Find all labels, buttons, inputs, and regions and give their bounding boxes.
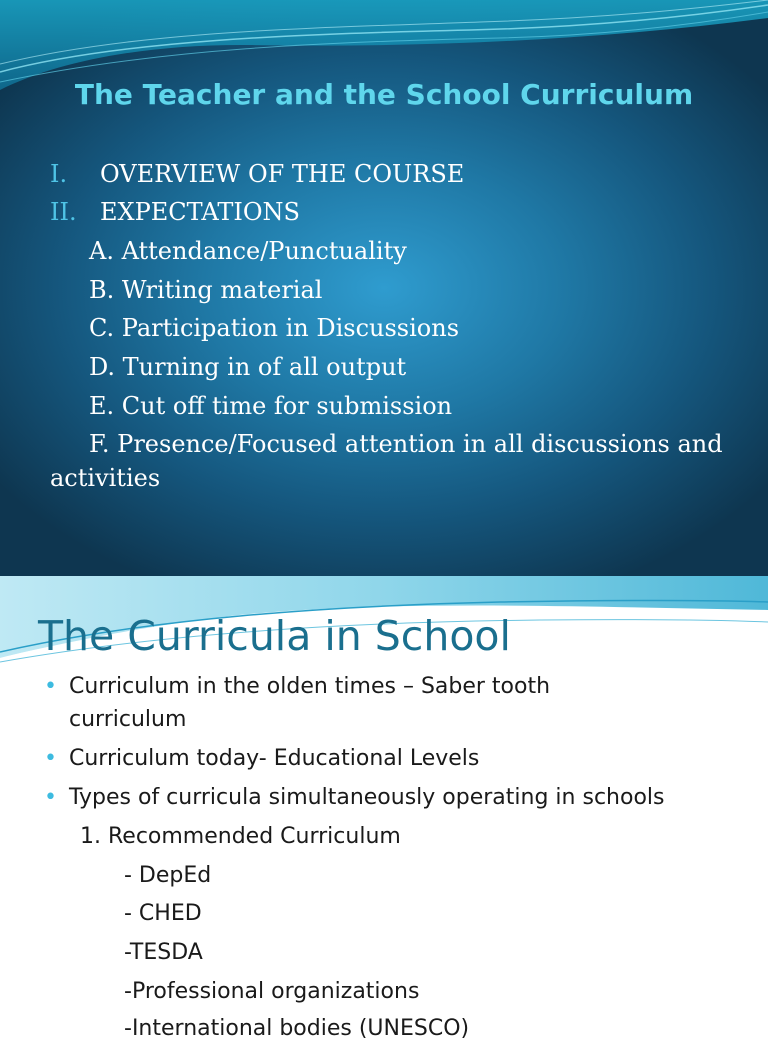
sub-item: -TESDA: [124, 940, 203, 965]
slide-1-title: The Teacher and the School Curriculum: [74, 78, 694, 111]
bullet-text: Types of curricula simultaneously operating in schools: [69, 785, 665, 810]
expectation-item: C. Participation in Discussions: [89, 314, 460, 342]
expectation-item: F. Presence/Focused attention in all discussions and: [89, 430, 723, 458]
outline-text: EXPECTATIONS: [100, 198, 300, 226]
sub-item: -International bodies (UNESCO): [124, 1016, 470, 1041]
bullet-icon: •: [44, 785, 57, 810]
bullet-text: Curriculum in the olden times – Saber tooth: [69, 674, 551, 699]
bullet-icon: •: [44, 674, 57, 699]
expectation-item: A. Attendance/Punctuality: [89, 237, 407, 265]
outline-item: [50, 197, 300, 227]
slide-2: [0, 576, 768, 1041]
expectation-item: B. Writing material: [89, 276, 323, 304]
slide-2-title: The Curricula in School: [38, 612, 511, 660]
sub-item: - CHED: [124, 901, 202, 926]
expectation-item-continuation: activities: [50, 464, 161, 492]
outline-number: II.: [50, 198, 77, 226]
expectation-item: E. Cut off time for submission: [89, 392, 453, 420]
bullet-text-continuation: curriculum: [69, 707, 187, 732]
sub-item: - DepEd: [124, 863, 212, 888]
expectation-item: D. Turning in of all output: [89, 353, 407, 381]
outline-text: OVERVIEW OF THE COURSE: [100, 160, 465, 188]
sub-item: 1. Recommended Curriculum: [80, 824, 401, 849]
bullet-text: Curriculum today- Educational Levels: [69, 746, 480, 771]
outline-item: [50, 159, 464, 189]
sub-item: -Professional organizations: [124, 979, 420, 1004]
outline-number: I.: [50, 160, 68, 188]
bullet-icon: •: [44, 746, 57, 771]
